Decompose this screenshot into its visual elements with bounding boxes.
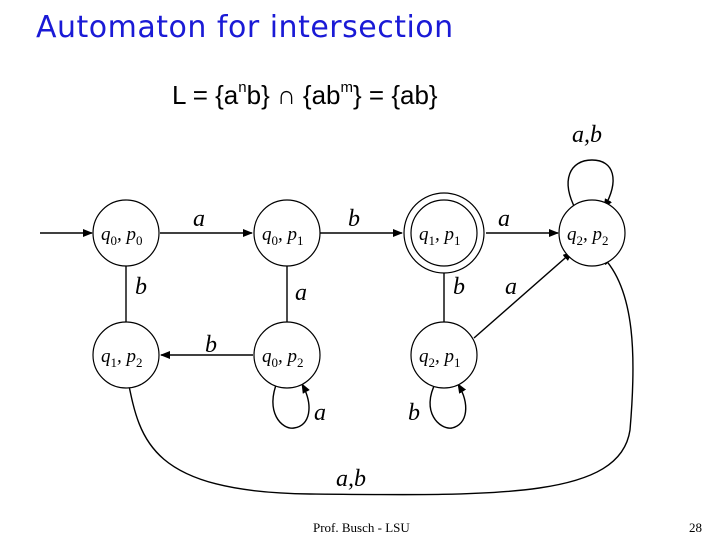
formula-sup-m: m xyxy=(340,79,354,97)
label-q1p2-q2p2: a,b xyxy=(336,466,366,492)
state-q1-p2 xyxy=(93,322,159,388)
label-loop-q2p2: a,b xyxy=(572,122,602,148)
svg-text:q2, p2: $q_2$, $p_2$ xyxy=(567,224,609,248)
svg-text:q0, p0: $q_0$, $p_0$ xyxy=(101,224,143,248)
loop-q2p1 xyxy=(430,382,466,428)
formula-rhs: } = {ab} xyxy=(353,80,438,110)
label-q1p1-q2p2: a xyxy=(498,206,510,232)
state-q2-p2-top xyxy=(559,200,625,266)
page-number: 28 xyxy=(689,520,702,535)
label-q0p0-q0p1: a xyxy=(193,206,205,232)
label-q1p1-q2p1: b xyxy=(453,274,465,300)
formula-lhs: L = {a xyxy=(172,80,239,110)
label-loop-q0p2: a xyxy=(314,400,326,426)
label-q0p1-q1p1: b xyxy=(348,206,360,232)
edge-q2p1-q2p2 xyxy=(474,252,572,338)
svg-text:q1, p1: $q_1$, $p_1$ xyxy=(419,224,461,248)
state-q2-p1 xyxy=(411,322,477,388)
svg-text:q0, p2: $q_0$, $p_2$ xyxy=(262,346,304,370)
svg-text:q1, p2: $q_1$, $p_2$ xyxy=(101,346,143,370)
svg-text:q0, p1: $q_0$, $p_1$ xyxy=(262,224,304,248)
label-q0p2-q1p2: b xyxy=(205,332,217,358)
label-loop-q2p1: b xyxy=(408,400,420,426)
formula-mid: b} ∩ {ab xyxy=(246,80,341,110)
state-q0-p2 xyxy=(254,322,320,388)
label-q0p0-q1p2: b xyxy=(135,274,147,300)
label-q0p1-q0p2: a xyxy=(295,280,307,306)
svg-text:q2, p1: $q_2$, $p_1$ xyxy=(419,346,461,370)
state-q0-p0 xyxy=(93,200,159,266)
edge-q1p2-q2p2 xyxy=(128,256,633,495)
state-q0-p1 xyxy=(254,200,320,266)
footer-author: Prof. Busch - LSU xyxy=(313,520,410,535)
state-q1-p1-accepting xyxy=(404,193,484,273)
slide-title: Automaton for intersection xyxy=(36,10,454,45)
label-q2p1-q2p2: a xyxy=(505,274,517,300)
formula-sup-n: n xyxy=(238,79,247,97)
